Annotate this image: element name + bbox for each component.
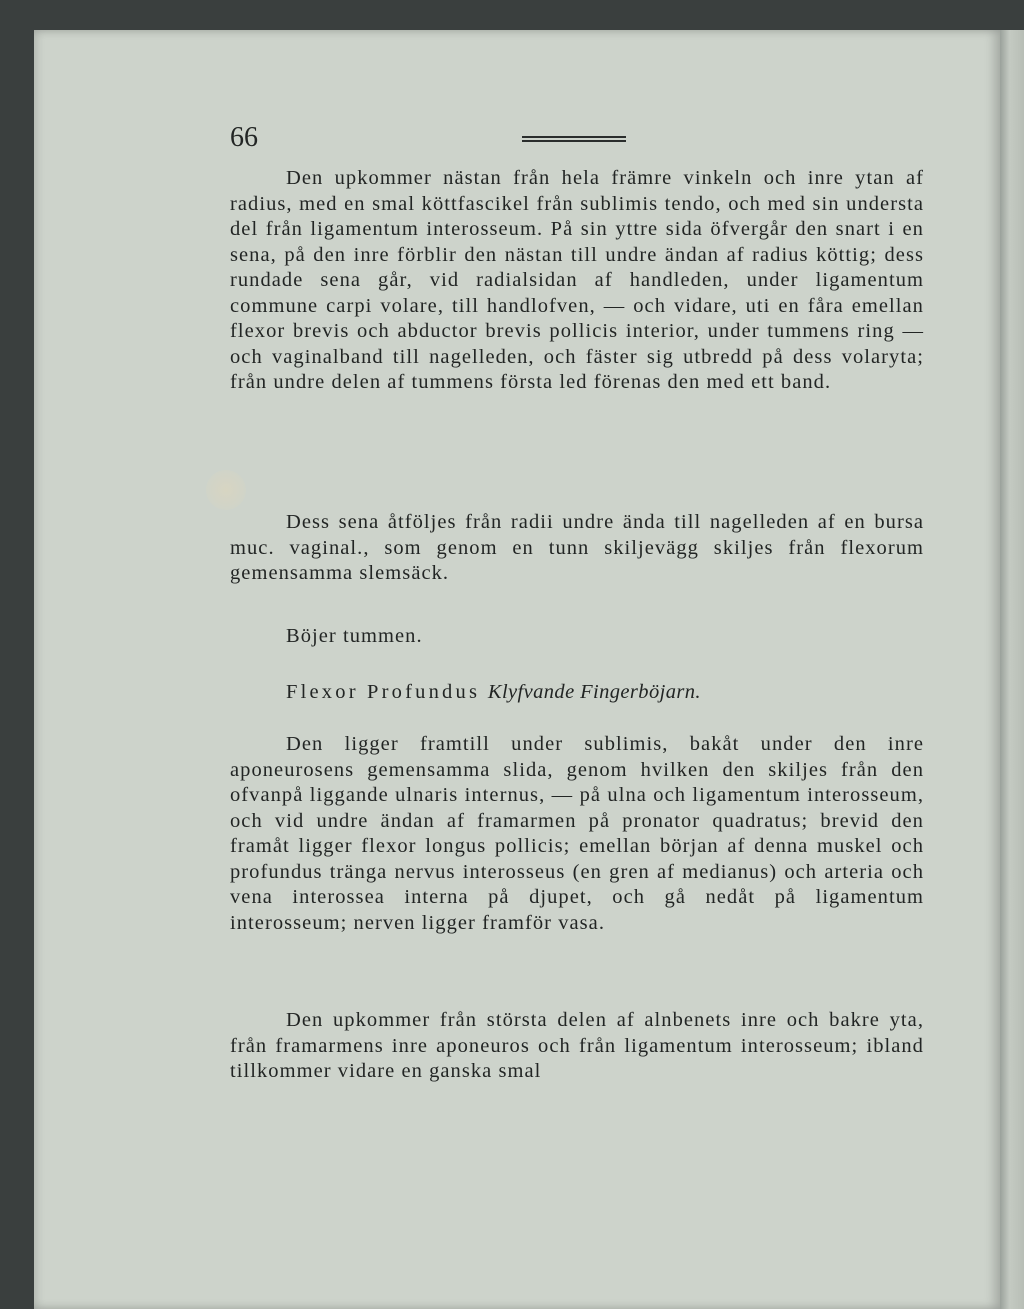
paragraph-text: Dess sena åtföljes från radii undre ända till nagelleden af en bursa muc. vaginal., som genom en tunn skiljevägg skiljes från flexorum gemensamma slemsäck. xyxy=(230,511,924,584)
paragraph-position xyxy=(230,732,924,936)
header-rule xyxy=(522,136,626,144)
paragraph-function xyxy=(286,624,886,650)
page-number: 66 xyxy=(230,122,258,153)
paragraph-text: Den ligger framtill under sublimis, bakåt under den inre aponeurosens gemensamma slida, genom hvilken den skiljes från den ofvanpå liggande ulnaris internus, — på ulna och ligamentum interosseum, och vid undre ändan af framarmen på pronator quadratus; brevid den framåt ligger flexor longus pollicis; emellan början af denna muskel och profundus tränga nervus interosseus (en gren af medianus) och arteria och vena interossea interna på djupet, och gå nedåt på ligamentum interosseum; nerven ligger framför vasa. xyxy=(230,733,924,934)
paragraph-text: Böjer tummen. xyxy=(286,625,423,647)
heading-swedish-name: Klyfvande Fingerböjarn. xyxy=(487,681,701,703)
page-edge xyxy=(1000,30,1024,1309)
heading-latin-name: Flexor Profundus xyxy=(286,681,481,703)
paragraph-origin-insertion xyxy=(230,166,924,396)
paragraph-bursa xyxy=(230,510,924,587)
paragraph-text: Den upkommer från största delen af alnbenets inre och bakre yta, från framarmens inre aponeuros och från ligamentum interosseum; ibland tillkommer vidare en ganska smal xyxy=(230,1009,924,1082)
paragraph-text: Den upkommer nästan från hela främre vinkeln och inre ytan af radius, med en smal köttfascikel från sublimis tendo, och med sin understa del från ligamentum interosseum. På sin yttre sida öfvergår den snart i en sena, på den inre förblir den nästan till undre ändan af radius köttig; dess rundade sena går, vid radialsidan af handleden, under ligamentum commune carpi volare, till handlofven, — och vidare, uti en fåra emellan flexor brevis och abductor brevis pollicis interior, under tummens ring — och vaginalband till nagelleden, och fäster sig utbredd på dess volaryta; från undre delen af tummens första led förenas den med ett band. xyxy=(230,167,924,393)
paper-stain xyxy=(206,470,246,510)
paragraph-origin xyxy=(230,1008,924,1085)
section-heading xyxy=(286,680,926,706)
